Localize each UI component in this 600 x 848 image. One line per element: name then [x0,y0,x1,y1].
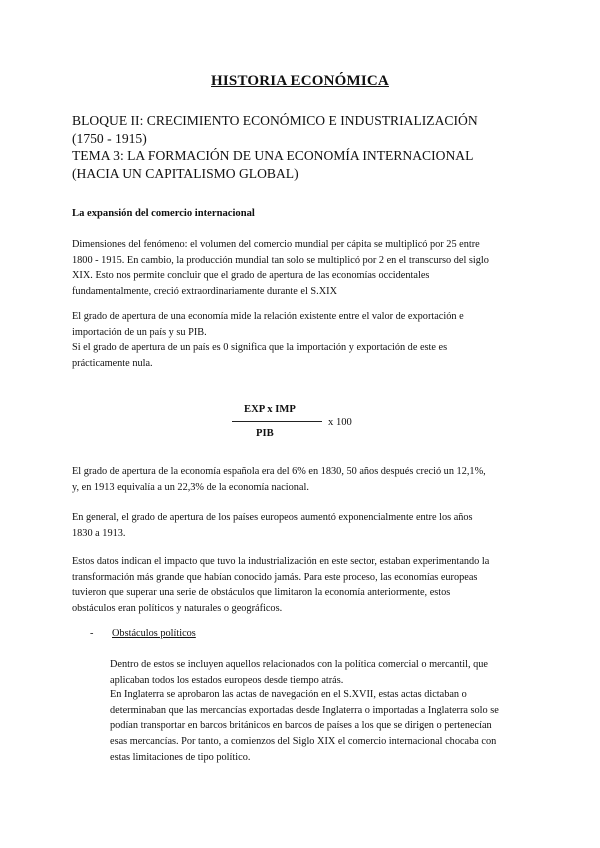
text-line: aplicaban todos los estados europeos desde tiempo atrás. [110,674,344,686]
text-line: estas limitaciones de tipo político. [110,751,251,763]
text-line: transformación más grande que habían conocido jamás. Para este proceso, las economías europeas [72,571,478,583]
text-line: XIX. Esto nos permite concluir que el grado de apertura de las economías occidentales [72,270,430,282]
text-line: y, en 1913 equivalía a un 22,3% de la economía nacional. [72,481,309,493]
paragraph-europe [72,510,530,541]
section-title: La expansión del comercio internacional [72,208,255,219]
formula-multiplier: x 100 [328,417,352,428]
paragraph-spain [72,464,530,495]
sub-paragraph-policy [110,657,535,688]
text-line: determinaban que las mercancías exportadas desde Inglaterra o importadas a Inglaterra solo se [110,704,499,716]
block-heading [72,112,532,182]
document-title: HISTORIA ECONÓMICA [211,73,389,89]
sub-paragraph-navigation-acts [110,687,535,766]
text-line: 1830 a 1913. [72,527,126,539]
formula-denominator: PIB [256,428,274,439]
text-line: prácticamente nula. [72,358,153,370]
heading-line: TEMA 3: LA FORMACIÓN DE UNA ECONOMÍA INTERNACIONAL [72,148,474,163]
heading-line: BLOQUE II: CRECIMIENTO ECONÓMICO E INDUSTRIALIZACIÓN [72,113,478,128]
text-line: Dentro de estos se incluyen aquellos relacionados con la política comercial o mercantil, que [110,659,488,670]
fraction-bar [232,421,322,422]
text-line: El grado de apertura de la economía española era del 6% en 1830, 50 años después creció un 12,1%, [72,466,486,477]
text-line: 1800 - 1915. En cambio, la producción mundial tan solo se multiplicó por 2 en el transcurso del siglo [72,254,489,266]
text-line: obstáculos eran políticos y naturales o geográficos. [72,603,283,615]
text-line: Dimensiones del fenómeno: el volumen del comercio mundial per cápita se multiplicó por 25 entre [72,239,480,250]
text-line: podían transportar en barcos británicos en barcos de países a los que se dirigen o pertenecían [110,720,492,732]
text-line: El grado de apertura de una economía mide la relación existente entre el valor de exportación e [72,311,464,322]
text-line: tuvieron que superar una serie de obstáculos que limitaron la economía anteriormente, estos [72,587,451,599]
list-bullet: - [90,628,94,639]
paragraph-dimensions [72,237,530,300]
text-line: En general, el grado de apertura de los países europeos aumentó exponencialmente entre los años [72,512,473,523]
text-line: En Inglaterra se aprobaron las actas de navegación en el S.XVII, estas actas dictaban o [110,689,467,700]
text-line: importación de un país y su PIB. [72,326,207,338]
paragraph-impact [72,554,530,617]
text-line: Estos datos indican el impacto que tuvo la industrialización en este sector, estaban experimentando la [72,556,490,567]
text-line: Si el grado de apertura de un país es 0 significa que la importación y exportación de este es [72,342,448,354]
heading-line: (HACIA UN CAPITALISMO GLOBAL) [72,165,299,181]
heading-line: (1750 - 1915) [72,130,147,146]
list-item-label: Obstáculos políticos [112,628,196,639]
paragraph-definition [72,309,530,372]
formula-numerator: EXP x IMP [244,404,296,415]
text-line: fundamentalmente, creció extraordinariamente durante el S.XIX [72,286,338,298]
text-line: esas mercancías. Por tanto, a comienzos del Siglo XIX el comercio internacional chocaba con [110,736,497,748]
